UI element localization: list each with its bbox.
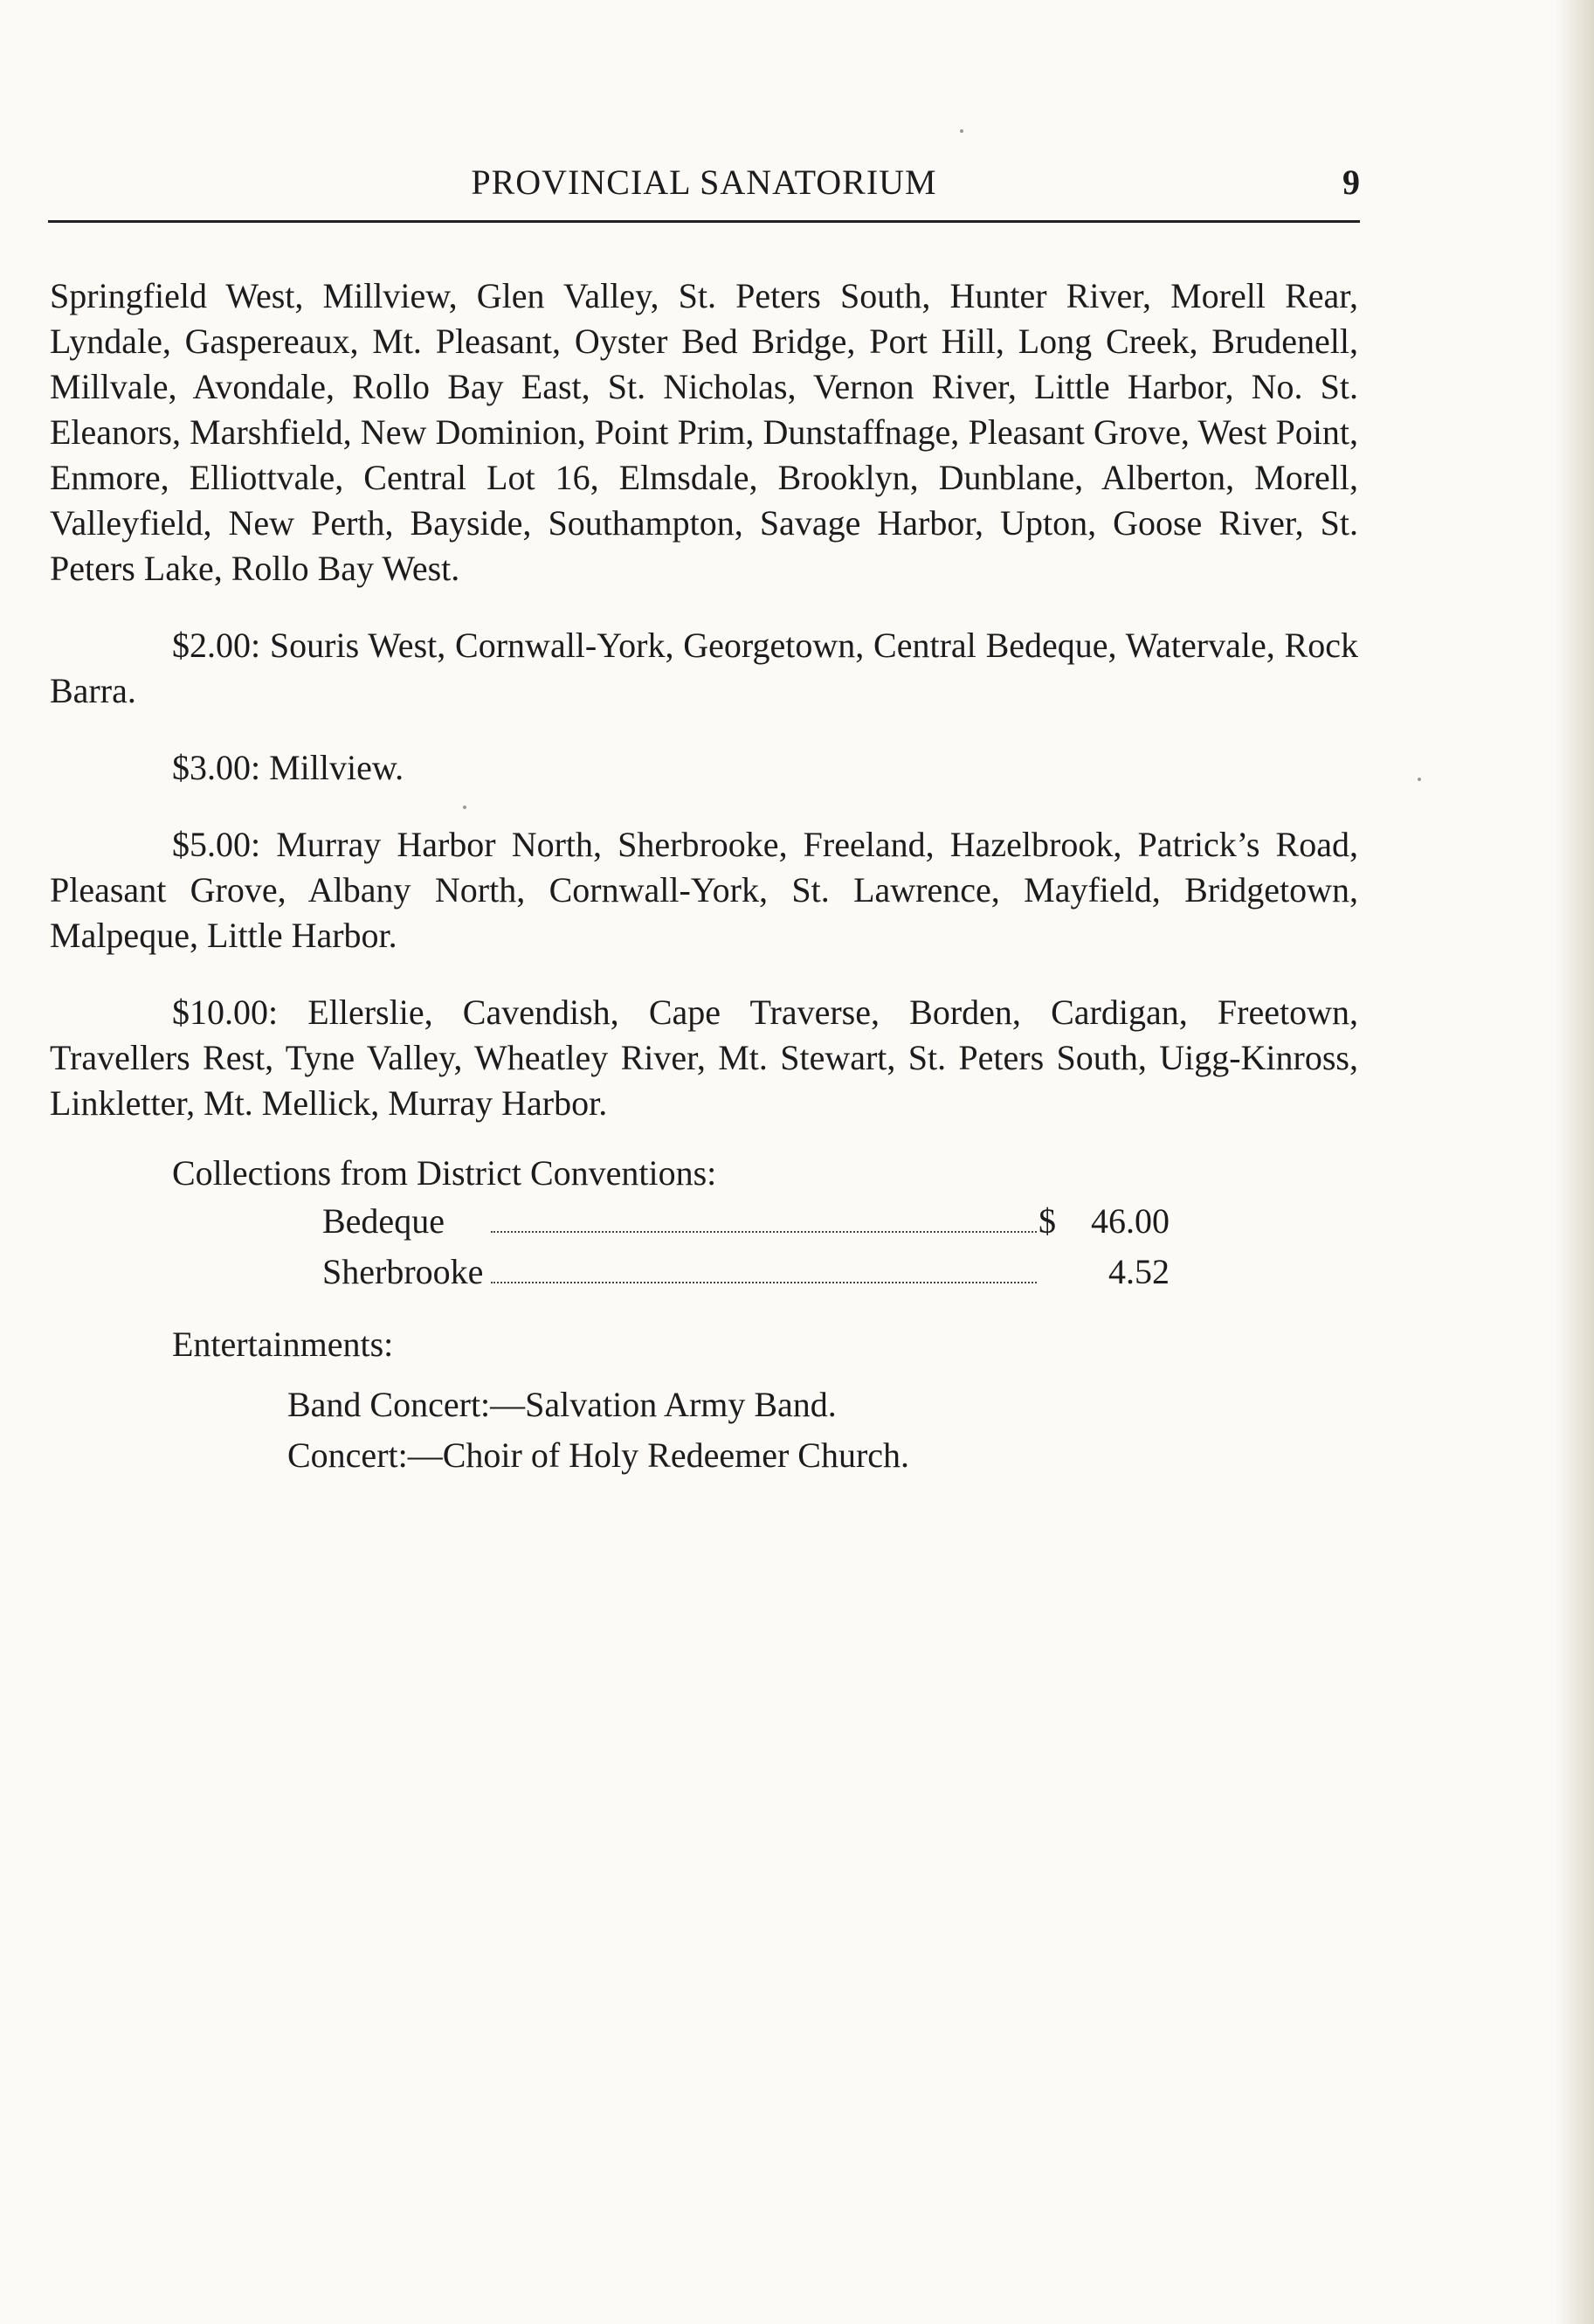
- donations-10-dollars: $10.00: Ellerslie, Cavendish, Cape Traverse, Borden, Cardigan, Freetown, Travellers Rest, Tyne Valley, Wheatley River, Mt. Stewart, St. Peters South, Uigg-Kinross, Linkletter, Mt. Mellick, Murray Harbor.: [50, 993, 1358, 1123]
- paper-speck: [960, 129, 963, 133]
- currency-sign: $: [1039, 1201, 1056, 1241]
- collection-amount: 4.52: [1108, 1252, 1170, 1291]
- paper-speck: [1418, 778, 1421, 781]
- collection-name: Sherbrooke: [322, 1252, 484, 1291]
- entertainment-item: Band Concert:—Salvation Army Band.: [287, 1385, 837, 1424]
- page-body: [50, 273, 1358, 1481]
- collection-row: [50, 1247, 1358, 1297]
- entertainments-heading: Entertainments:: [172, 1325, 394, 1364]
- donations-2-dollars: $2.00: Souris West, Cornwall-York, Georgetown, Central Bedeque, Watervale, Rock Barra.: [50, 626, 1358, 710]
- running-header: [48, 162, 1360, 214]
- collection-name: Bedeque: [322, 1201, 445, 1241]
- page-number: 9: [1342, 163, 1360, 202]
- collection-amount: 46.00: [1091, 1201, 1170, 1241]
- header-rule: [48, 220, 1360, 223]
- collection-row: [50, 1196, 1358, 1247]
- page-edge-shadow: [1555, 0, 1594, 2324]
- donations-5-dollars: $5.00: Murray Harbor North, Sherbrooke, Freeland, Hazelbrook, Patrick’s Road, Pleasant Grove, Albany North, Cornwall-York, St. Lawrence, Mayfield, Bridgetown, Malpeque, Little Harbor.: [50, 825, 1358, 955]
- running-title: PROVINCIAL SANATORIUM: [471, 163, 937, 202]
- collections-heading: Collections from District Conventions:: [172, 1153, 717, 1193]
- donations-3-dollars: $3.00: Millview.: [172, 748, 404, 787]
- dot-leader: [491, 1282, 1037, 1283]
- paper-speck: [463, 806, 466, 809]
- continuation-paragraph: Springfield West, Millview, Glen Valley, St. Peters South, Hunter River, Morell Rear, Lyndale, Gaspereaux, Mt. Pleasant, Oyster Bed Bridge, Port Hill, Long Creek, Brudenell, Millvale, Avondale, Rollo Bay East, St. Nicholas, Vernon River, Little Harbor, No. St. Eleanors, Marshfield, New Dominion, Point Prim, Dunstaffnage, Pleasant Grove, West Point, Enmore, Elliottvale, Central Lot 16, Elmsdale, Brooklyn, Dunblane, Alberton, Morell, Valleyfield, New Perth, Bayside, Southampton, Savage Harbor, Upton, Goose River, St. Peters Lake, Rollo Bay West.: [50, 276, 1358, 588]
- entertainment-item: Concert:—Choir of Holy Redeemer Church.: [287, 1435, 910, 1475]
- dot-leader: [491, 1231, 1037, 1233]
